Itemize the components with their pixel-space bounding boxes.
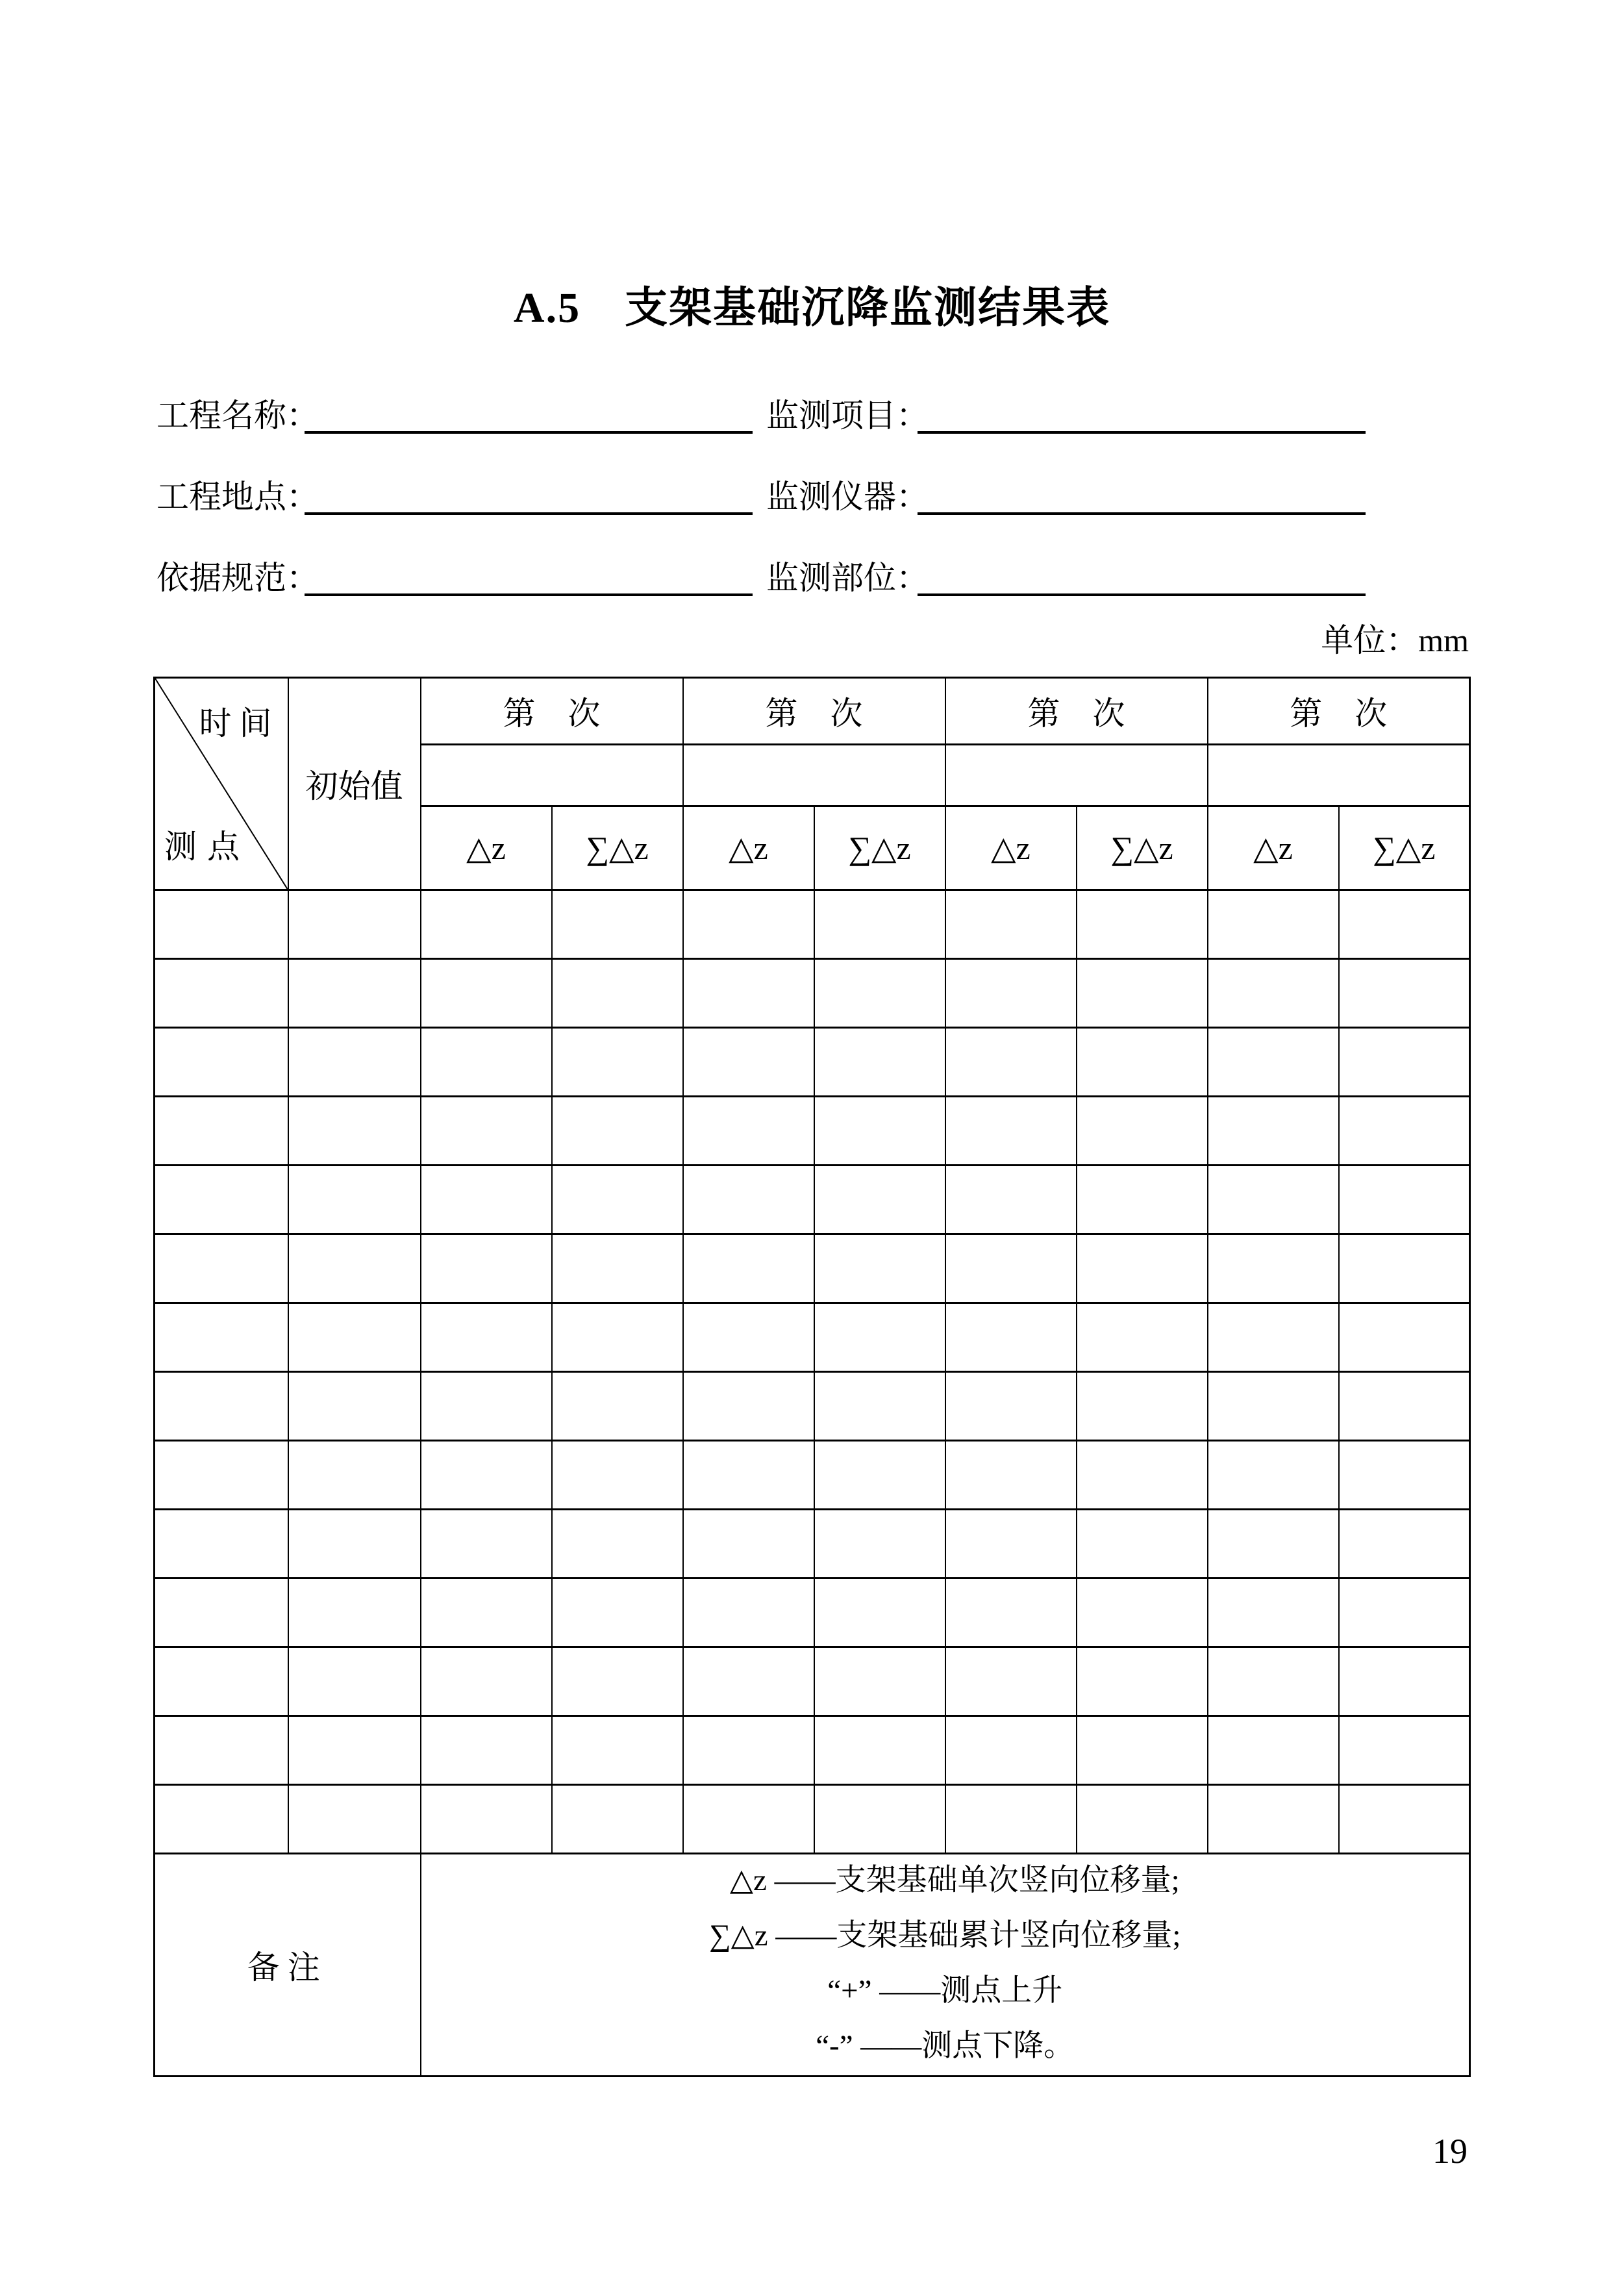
body-cell: [945, 959, 1077, 1028]
body-cell: [683, 890, 814, 959]
table-row: [155, 1166, 1470, 1234]
body-cell: [1339, 1097, 1470, 1166]
table-row: [155, 1578, 1470, 1647]
body-cell: [1077, 890, 1208, 959]
observation-date-cell-4: [1208, 745, 1470, 806]
group-header-2: 第 次: [683, 678, 945, 745]
body-cell: [288, 1303, 421, 1372]
observation-date-cell-3: [945, 745, 1208, 806]
body-cell: [814, 1647, 945, 1716]
body-cell: [683, 1028, 814, 1097]
corner-header-cell: [155, 678, 288, 890]
body-cell: [552, 1510, 683, 1578]
body-cell: [552, 1303, 683, 1372]
body-cell: [155, 1372, 288, 1441]
body-cell: [1339, 1166, 1470, 1234]
body-cell: [1077, 1303, 1208, 1372]
body-cell: [1077, 959, 1208, 1028]
body-cell: [1339, 1578, 1470, 1647]
body-cell: [1339, 1234, 1470, 1303]
body-cell: [552, 1372, 683, 1441]
body-cell: [155, 1234, 288, 1303]
body-cell: [814, 1716, 945, 1785]
body-cell: [1208, 1510, 1339, 1578]
body-cell: [155, 1303, 288, 1372]
body-cell: [288, 1166, 421, 1234]
page-title: A.5 支架基础沉降监测结果表: [513, 284, 1111, 332]
field-underline-reference-standard: [305, 557, 753, 596]
table-row: [155, 1785, 1470, 1854]
body-cell: [421, 1166, 552, 1234]
subheader-delta-1: △z: [421, 806, 552, 890]
body-cell: [1208, 1166, 1339, 1234]
table-row: [155, 1372, 1470, 1441]
body-cell: [1339, 1647, 1470, 1716]
body-cell: [945, 1716, 1077, 1785]
body-cell: [814, 890, 945, 959]
body-cell: [1208, 1785, 1339, 1854]
body-cell: [1077, 1097, 1208, 1166]
body-cell: [1208, 959, 1339, 1028]
body-cell: [1339, 1785, 1470, 1854]
body-cell: [683, 1785, 814, 1854]
body-cell: [288, 1028, 421, 1097]
body-cell: [155, 1441, 288, 1510]
body-cell: [1208, 1647, 1339, 1716]
body-cell: [1208, 1097, 1339, 1166]
body-cell: [1339, 1028, 1470, 1097]
body-cell: [1208, 1234, 1339, 1303]
group-header-1: 第 次: [421, 678, 683, 745]
body-cell: [155, 959, 288, 1028]
body-cell: [1077, 1234, 1208, 1303]
body-cell: [683, 1716, 814, 1785]
body-cell: [155, 1716, 288, 1785]
body-cell: [683, 1510, 814, 1578]
body-cell: [155, 890, 288, 959]
body-cell: [421, 1510, 552, 1578]
body-cell: [814, 959, 945, 1028]
body-cell: [1077, 1785, 1208, 1854]
body-cell: [814, 1166, 945, 1234]
table-row: [155, 1097, 1470, 1166]
observation-date-cell-2: [683, 745, 945, 806]
body-cell: [1077, 1716, 1208, 1785]
body-cell: [288, 1097, 421, 1166]
body-cell: [945, 1510, 1077, 1578]
body-cell: [683, 959, 814, 1028]
body-cell: [155, 1510, 288, 1578]
body-cell: [945, 1372, 1077, 1441]
group-header-3: 第 次: [945, 678, 1208, 745]
body-cell: [1077, 1647, 1208, 1716]
body-cell: [421, 1303, 552, 1372]
body-cell: [1339, 1303, 1470, 1372]
field-row-project-location: [156, 479, 1475, 515]
body-cell: [814, 1785, 945, 1854]
body-cell: [1077, 1578, 1208, 1647]
field-underline-monitor-item: [918, 395, 1366, 434]
body-cell: [814, 1234, 945, 1303]
body-cell: [1339, 1441, 1470, 1510]
body-cell: [683, 1441, 814, 1510]
body-cell: [1208, 1028, 1339, 1097]
body-cell: [288, 1716, 421, 1785]
field-row-project-name: [156, 397, 1475, 434]
body-cell: [1208, 1303, 1339, 1372]
group-header-4: 第 次: [1208, 678, 1470, 745]
monitoring-table: [153, 677, 1471, 2077]
body-cell: [1077, 1028, 1208, 1097]
body-cell: [814, 1028, 945, 1097]
field-underline-monitor-part: [918, 557, 1366, 596]
body-cell: [814, 1510, 945, 1578]
body-cell: [155, 1785, 288, 1854]
subheader-delta-3: △z: [945, 806, 1077, 890]
remarks-line-delta: △z ——支架基础单次竖向位移量;: [729, 1864, 1180, 1897]
body-cell: [288, 1785, 421, 1854]
body-cell: [683, 1234, 814, 1303]
field-label-monitor-part: 监测部位：: [766, 560, 929, 596]
body-cell: [1077, 1166, 1208, 1234]
body-cell: [945, 1097, 1077, 1166]
table-row: [155, 959, 1470, 1028]
body-cell: [683, 1647, 814, 1716]
body-cell: [945, 1234, 1077, 1303]
body-cell: [155, 1166, 288, 1234]
body-cell: [421, 890, 552, 959]
body-cell: [1208, 1578, 1339, 1647]
body-cell: [683, 1097, 814, 1166]
subheader-sum-3: ∑△z: [1077, 806, 1208, 890]
corner-label-time: 时间: [199, 705, 280, 742]
subheader-sum-2: ∑△z: [814, 806, 945, 890]
body-cell: [552, 1578, 683, 1647]
body-cell: [421, 1716, 552, 1785]
body-cell: [288, 1234, 421, 1303]
body-cell: [421, 1647, 552, 1716]
table-row: [155, 1303, 1470, 1372]
body-cell: [421, 1578, 552, 1647]
table-row: [155, 1234, 1470, 1303]
subheader-sum-4: ∑△z: [1339, 806, 1470, 890]
field-row-reference-standard: [156, 560, 1475, 596]
body-cell: [1339, 959, 1470, 1028]
body-cell: [421, 1441, 552, 1510]
subheader-sum-1: ∑△z: [552, 806, 683, 890]
remarks-label: 备注: [155, 1854, 421, 2077]
body-cell: [814, 1372, 945, 1441]
field-label-project-location: 工程地点：: [156, 479, 319, 515]
body-cell: [288, 1372, 421, 1441]
table-row: [155, 1028, 1470, 1097]
body-cell: [945, 1578, 1077, 1647]
body-cell: [683, 1578, 814, 1647]
initial-value-header: 初始值: [288, 678, 421, 890]
body-cell: [945, 1647, 1077, 1716]
body-cell: [155, 1578, 288, 1647]
body-cell: [683, 1166, 814, 1234]
body-cell: [155, 1647, 288, 1716]
body-cell: [945, 890, 1077, 959]
body-cell: [683, 1372, 814, 1441]
table-row: [155, 1716, 1470, 1785]
field-label-monitor-instrument: 监测仪器：: [766, 479, 929, 515]
body-cell: [288, 1578, 421, 1647]
subheader-delta-2: △z: [683, 806, 814, 890]
body-cell: [288, 959, 421, 1028]
body-cell: [1208, 1716, 1339, 1785]
field-label-monitor-item: 监测项目：: [766, 397, 929, 434]
remarks-notes: [421, 1854, 1470, 2077]
field-label-reference-standard: 依据规范：: [156, 560, 319, 596]
observation-date-cell-1: [421, 745, 683, 806]
body-cell: [552, 1097, 683, 1166]
field-underline-project-location: [305, 476, 753, 515]
body-cell: [1077, 1441, 1208, 1510]
body-cell: [421, 1234, 552, 1303]
body-cell: [552, 890, 683, 959]
body-cell: [1339, 890, 1470, 959]
remarks-line-minus: “-” ——测点下降。: [816, 2029, 1075, 2063]
body-cell: [1208, 1441, 1339, 1510]
body-cell: [945, 1028, 1077, 1097]
body-cell: [288, 1510, 421, 1578]
remarks-line-plus: “+” ——测点上升: [827, 1974, 1063, 2008]
body-cell: [814, 1097, 945, 1166]
page-number: 19: [1432, 2132, 1468, 2171]
table-row: [155, 1510, 1470, 1578]
body-cell: [421, 959, 552, 1028]
body-cell: [945, 1441, 1077, 1510]
table-row: [155, 1441, 1470, 1510]
body-cell: [552, 1166, 683, 1234]
body-cell: [945, 1785, 1077, 1854]
body-cell: [1077, 1510, 1208, 1578]
body-cell: [1339, 1716, 1470, 1785]
body-cell: [552, 959, 683, 1028]
body-cell: [552, 1785, 683, 1854]
body-cell: [421, 1785, 552, 1854]
body-cell: [945, 1166, 1077, 1234]
body-cell: [155, 1028, 288, 1097]
body-cell: [945, 1303, 1077, 1372]
table-row: [155, 890, 1470, 959]
corner-label-point: 测点: [164, 829, 250, 865]
remarks-line-sum: ∑△z ——支架基础累计竖向位移量;: [709, 1919, 1181, 1953]
body-cell: [552, 1716, 683, 1785]
body-cell: [814, 1441, 945, 1510]
body-cell: [552, 1441, 683, 1510]
field-label-project-name: 工程名称：: [156, 397, 319, 434]
table-row: [155, 1647, 1470, 1716]
body-cell: [683, 1303, 814, 1372]
body-cell: [1077, 1372, 1208, 1441]
body-cell: [552, 1234, 683, 1303]
unit-label: 单位：mm: [1321, 622, 1469, 658]
table-body: [155, 890, 1470, 1854]
body-cell: [1339, 1372, 1470, 1441]
body-cell: [421, 1372, 552, 1441]
body-cell: [552, 1647, 683, 1716]
body-cell: [155, 1097, 288, 1166]
body-cell: [814, 1303, 945, 1372]
subheader-delta-4: △z: [1208, 806, 1339, 890]
field-underline-project-name: [305, 395, 753, 434]
body-cell: [288, 1441, 421, 1510]
field-underline-monitor-instrument: [918, 476, 1366, 515]
body-cell: [814, 1578, 945, 1647]
body-cell: [288, 1647, 421, 1716]
body-cell: [421, 1097, 552, 1166]
body-cell: [1208, 890, 1339, 959]
body-cell: [552, 1028, 683, 1097]
body-cell: [288, 890, 421, 959]
body-cell: [1208, 1372, 1339, 1441]
body-cell: [1339, 1510, 1470, 1578]
body-cell: [421, 1028, 552, 1097]
